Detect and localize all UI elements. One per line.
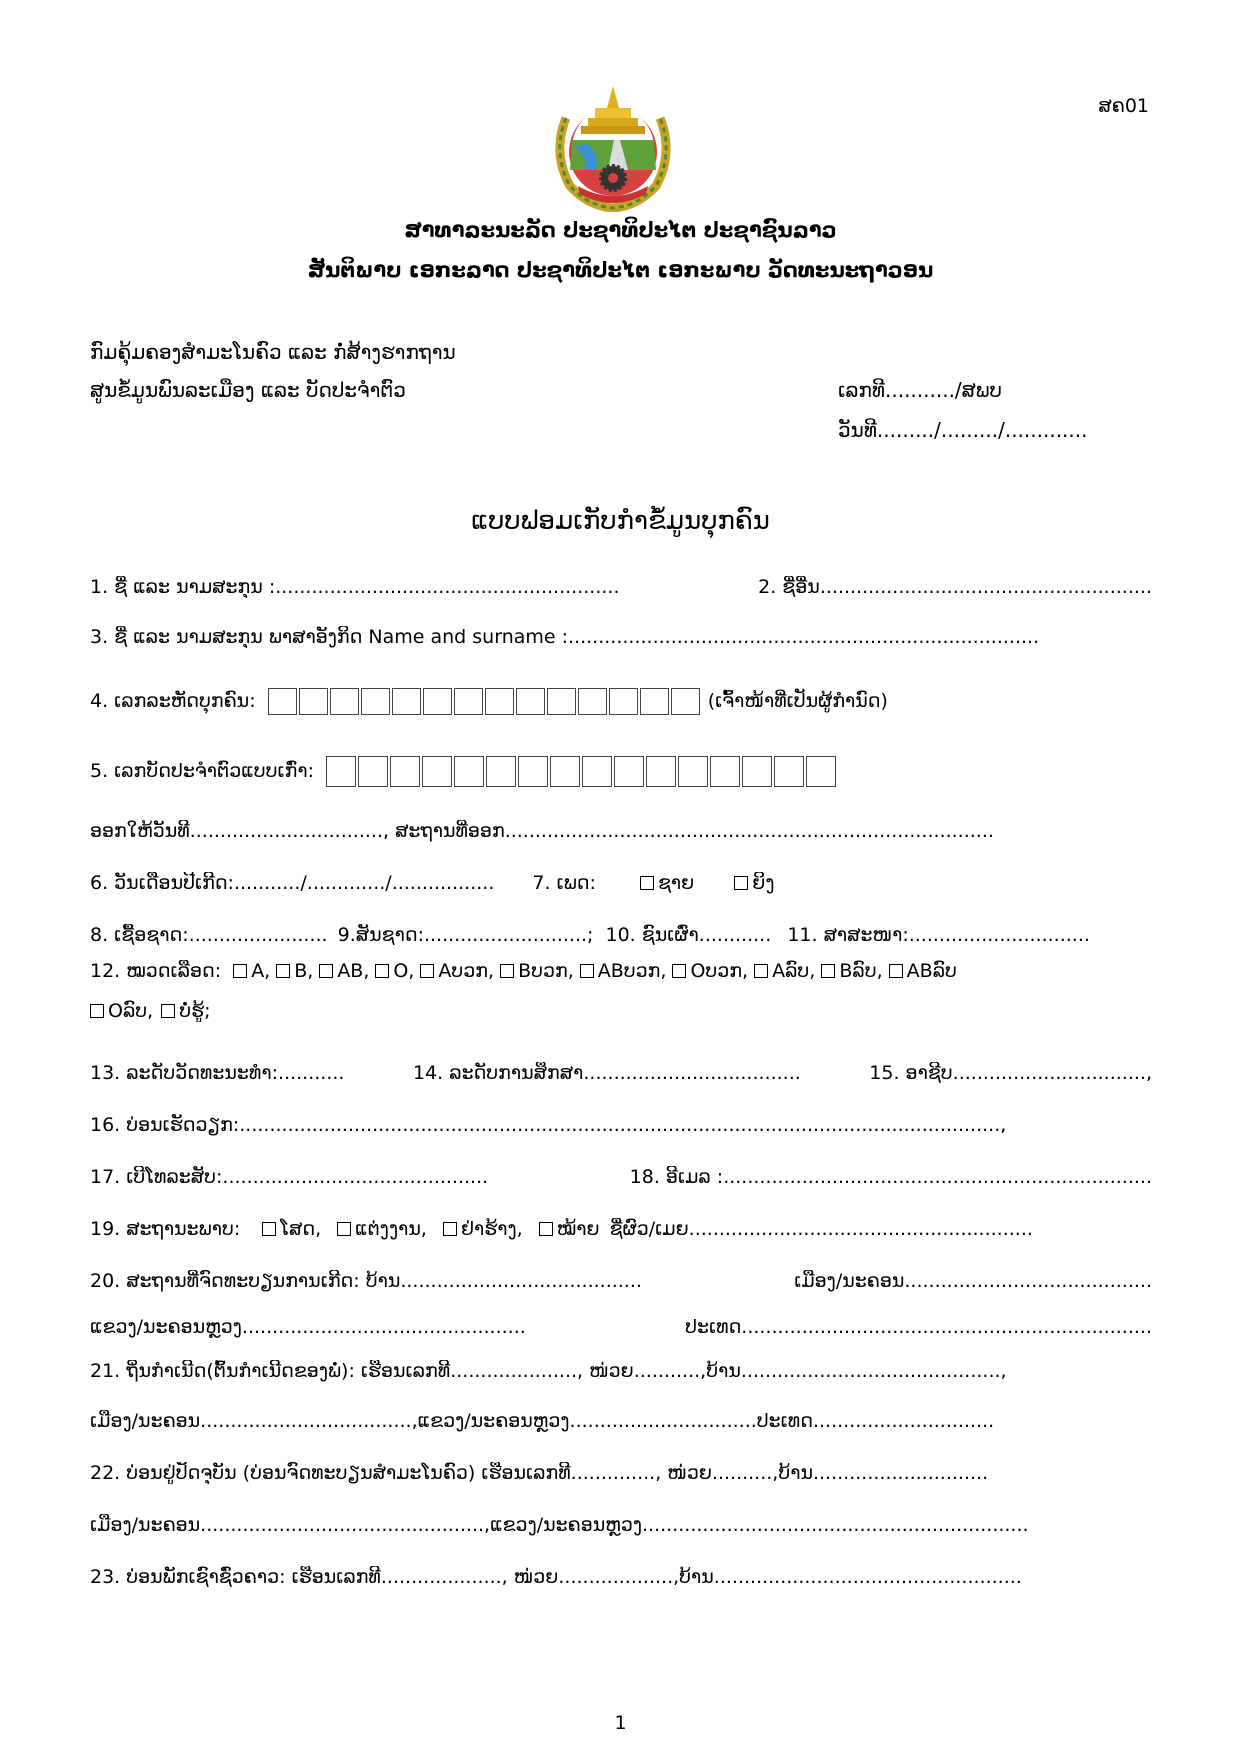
personal-id-digit-box[interactable]: [392, 688, 421, 715]
checkbox-blood-type[interactable]: [821, 964, 835, 978]
row-phone-email: [90, 1166, 1152, 1188]
field-birth-country[interactable]: ປະເທດ....................................................................: [685, 1316, 1152, 1338]
marital-status-label: 19. ສະຖານະພາບ:: [90, 1218, 241, 1240]
row-ethnicity-religion: [90, 924, 1152, 946]
row-marital-status: [90, 1218, 1152, 1240]
checkbox-marital-status[interactable]: [443, 1222, 457, 1236]
personal-id-digit-box[interactable]: [330, 688, 359, 715]
blood-type-option-label: Oລົບ,: [108, 1000, 154, 1022]
checkbox-blood-type[interactable]: [375, 964, 389, 978]
blood-type-option-label: Aບວກ,: [438, 960, 495, 982]
row-old-id-card: [90, 756, 1152, 787]
male-label: ຊາຍ: [657, 872, 695, 894]
checkbox-blood-type[interactable]: [672, 964, 686, 978]
field-birth-province[interactable]: ແຂວງ/ນະຄອນຫຼວງ...............................................: [90, 1316, 526, 1338]
sex-option-male[interactable]: [640, 872, 694, 894]
field-birthdate[interactable]: 6. ວັນເດືອນປີເກີດ:.........../............./.................: [90, 872, 495, 894]
blood-type-option[interactable]: [276, 960, 313, 982]
blood-type-option[interactable]: [420, 960, 494, 982]
old-id-label: 5. ເລກບັດປະຈຳຕົວແບບເກົ່າ:: [90, 760, 314, 782]
sex-option-female[interactable]: [734, 872, 774, 894]
field-phone[interactable]: 17. ເບີໂທລະສັບ:............................................: [90, 1166, 489, 1188]
checkbox-marital-status[interactable]: [337, 1222, 351, 1236]
marital-status-option-label: ໂສດ,: [280, 1218, 322, 1240]
old-id-digit-box[interactable]: [806, 756, 836, 787]
sex-label: 7. ເພດ:: [532, 872, 596, 894]
old-id-digit-box[interactable]: [486, 756, 516, 787]
blood-type-option-label: O,: [393, 960, 415, 982]
blood-type-options: [227, 960, 957, 982]
checkbox-female[interactable]: [734, 876, 748, 890]
field-issue-date-place[interactable]: ອອກໃຫ້ວັນທີ................................, ສະຖານທີ່ອອກ.................................................................................: [90, 820, 994, 842]
checkbox-blood-type[interactable]: [319, 964, 333, 978]
checkbox-blood-type[interactable]: [276, 964, 290, 978]
row-birth-registration: [90, 1270, 1152, 1292]
blood-type-option-label: ບໍ່ຮູ້;: [179, 1000, 211, 1022]
personal-id-digit-box[interactable]: [516, 688, 545, 715]
marital-status-option-label: ໝ້າຍ: [556, 1218, 600, 1240]
marital-status-option[interactable]: [337, 1218, 427, 1240]
form-title: ແບບຟອມເກັບກຳຂໍ້ມູນບຸກຄົນ: [471, 506, 770, 536]
blood-type-option[interactable]: [500, 960, 574, 982]
personal-id-digit-box[interactable]: [640, 688, 669, 715]
personal-id-digit-box[interactable]: [485, 688, 514, 715]
blood-type-label: 12. ໝວດເລືອດ:: [90, 960, 222, 982]
row-blood-type: [90, 960, 1152, 982]
field-ethnicity[interactable]: 8. ເຊື້ອຊາດ:.......................: [90, 924, 328, 946]
blood-type-option-label: Bບວກ,: [518, 960, 574, 982]
row-personal-id: [90, 688, 1152, 715]
department-name: ກົມຄຸ້ມຄອງສຳມະໂນຄົວ ແລະ ກໍ່ສ້າງຮາກຖານ: [90, 340, 456, 364]
personal-id-label: 4. ເລກລະຫັດບຸກຄົນ:: [90, 690, 256, 712]
field-english-name[interactable]: 3. ຊື່ ແລະ ນາມສະກຸນ ພາສາອັງກິດ Name and surname :..............................................................................: [90, 626, 1040, 648]
field-nationality[interactable]: 9.ສັນຊາດ:...........................;: [337, 924, 594, 946]
national-emblem-icon: [548, 78, 678, 212]
checkbox-blood-type[interactable]: [889, 964, 903, 978]
old-id-digit-box[interactable]: [582, 756, 612, 787]
blood-type-option[interactable]: [375, 960, 414, 982]
blood-type-option-label: A,: [251, 960, 271, 982]
field-birth-district[interactable]: ເມືອງ/ນະຄອນ.........................................: [794, 1270, 1152, 1292]
field-religion[interactable]: 11. ສາສະໜາ:..............................: [787, 924, 1090, 946]
checkbox-male[interactable]: [640, 876, 654, 890]
old-id-digit-box[interactable]: [358, 756, 388, 787]
field-birth-village[interactable]: 20. ສະຖານທີ່ຈົດທະບຽນການເກີດ: ບ້ານ........................................: [90, 1270, 642, 1292]
marital-status-option-label: ຢ່າຮ້າງ,: [460, 1218, 523, 1240]
blood-type-option-label: B,: [294, 960, 314, 982]
old-id-digit-box[interactable]: [390, 756, 420, 787]
country-name-heading: ສາທາລະນະລັດ ປະຊາທິປະໄຕ ປະຊາຊົນລາວ: [404, 218, 837, 242]
field-workplace[interactable]: 16. ບ່ອນເຮັດວຽກ:..............................................................................................................................,: [90, 1114, 1007, 1136]
blood-type-option-label: Bລົບ,: [839, 960, 883, 982]
personal-id-boxes: [268, 690, 702, 712]
field-email[interactable]: 18. ອີເມລ :.......................................................................: [629, 1166, 1152, 1188]
marital-status-option[interactable]: [443, 1218, 523, 1240]
checkbox-blood-type[interactable]: [90, 1004, 104, 1018]
blood-type-option-label: Aລົບ,: [772, 960, 816, 982]
old-id-digit-box[interactable]: [518, 756, 548, 787]
checkbox-blood-type[interactable]: [161, 1004, 175, 1018]
personal-id-digit-box[interactable]: [423, 688, 452, 715]
personal-id-digit-box[interactable]: [547, 688, 576, 715]
marital-options: [246, 1218, 603, 1240]
field-current-address[interactable]: 22. ບ່ອນຢູ່ປັດຈຸບັນ (ບ່ອນຈົດທະບຽນສຳມະໂນຄົວ) ເຮືອນເລກທີ.............., ໜ່ວຍ..........,ບ້ານ.............................: [90, 1462, 989, 1484]
page-number: 1: [614, 1712, 627, 1734]
old-id-digit-box[interactable]: [646, 756, 676, 787]
blood-type-option[interactable]: [754, 960, 815, 982]
blood-type-option[interactable]: [233, 960, 270, 982]
form-code: ສຄ01: [1098, 95, 1149, 117]
old-id-digit-box[interactable]: [742, 756, 772, 787]
field-education-level[interactable]: 14. ລະດັບການສຶກສາ....................................: [412, 1062, 801, 1084]
checkbox-blood-type[interactable]: [754, 964, 768, 978]
field-culture-level[interactable]: 13. ລະດັບວັດທະນະທຳ:...........: [90, 1062, 345, 1084]
old-id-digit-box[interactable]: [678, 756, 708, 787]
field-occupation[interactable]: 15. ອາຊີບ................................,: [869, 1062, 1152, 1084]
field-current-district[interactable]: ເມືອງ/ນະຄອນ...............................................,ແຂວງ/ນະຄອນຫຼວງ................................................................: [90, 1514, 1029, 1536]
personal-id-digit-box[interactable]: [454, 688, 483, 715]
field-temporary-address[interactable]: 23. ບ່ອນພັກເຊົາຊົ່ວຄາວ: ເຮືອນເລກທີ...................., ໜ່ວຍ...................,ບ້ານ...................................................: [90, 1566, 1022, 1588]
old-id-digit-box[interactable]: [614, 756, 644, 787]
field-tribe[interactable]: 10. ຊົນເຜົ່າ............: [605, 924, 772, 946]
center-name: ສູນຂໍ້ມູນພົນລະເມືອງ ແລະ ບັດປະຈຳຕົວ: [90, 378, 406, 402]
field-origin-district[interactable]: ເມືອງ/ນະຄອນ...................................,ແຂວງ/ນະຄອນຫຼວງ...............................ປະເທດ..............................: [90, 1410, 995, 1432]
field-origin-address[interactable]: 21. ຖິ່ນກຳເນີດ(ຕົ້ນກຳເນີດຂອງພໍ່): ເຮືອນເລກທີ....................., ໜ່ວຍ...........,ບ້ານ...........................................,: [90, 1360, 1007, 1382]
old-id-digit-box[interactable]: [550, 756, 580, 787]
blood-type-option[interactable]: [319, 960, 369, 982]
checkbox-blood-type[interactable]: [500, 964, 514, 978]
blood-type-option[interactable]: [889, 960, 957, 982]
checkbox-marital-status[interactable]: [262, 1222, 276, 1236]
blood-type-options-2: [90, 1000, 210, 1022]
personal-id-digit-box[interactable]: [299, 688, 328, 715]
row-culture-education-occupation: [90, 1062, 1152, 1084]
field-spouse-name[interactable]: ຊື່ຜົວ/ເມຍ.........................................................: [609, 1218, 1033, 1240]
checkbox-blood-type[interactable]: [580, 964, 594, 978]
marital-status-option-label: ແຕ່ງງານ,: [355, 1218, 427, 1240]
old-id-boxes: [326, 760, 838, 782]
old-id-digit-box[interactable]: [774, 756, 804, 787]
blood-type-option-label: ABບວກ,: [597, 960, 667, 982]
old-id-digit-box[interactable]: [454, 756, 484, 787]
blood-type-option[interactable]: [90, 1000, 153, 1022]
personal-id-note: (ເຈົ້າໜ້າທີ່ເປັນຜູ້ກຳນົດ): [707, 690, 888, 712]
row-blood-type-2: [90, 1000, 1152, 1022]
personal-id-digit-box[interactable]: [268, 688, 297, 715]
blood-type-option[interactable]: [161, 1000, 210, 1022]
marital-status-option[interactable]: [539, 1218, 600, 1240]
checkbox-blood-type[interactable]: [420, 964, 434, 978]
marital-status-option[interactable]: [262, 1218, 321, 1240]
blood-type-option[interactable]: [672, 960, 748, 982]
blood-type-option-label: ABລົບ: [906, 960, 957, 982]
checkbox-marital-status[interactable]: [539, 1222, 553, 1236]
reference-number: ເລກທີ.........../ສພບ: [838, 378, 1002, 402]
female-label: ຍິງ: [752, 872, 775, 894]
blood-type-option-label: AB,: [337, 960, 370, 982]
old-id-digit-box[interactable]: [710, 756, 740, 787]
field-full-name[interactable]: 1. ຊື່ ແລະ ນາມສະກຸນ :.........................................................: [90, 576, 620, 598]
row-birth-province: [90, 1316, 1152, 1338]
personal-id-digit-box[interactable]: [609, 688, 638, 715]
reference-date: ວັນທີ........./........./.............: [838, 418, 1088, 442]
row-name-othername: [90, 576, 1152, 598]
row-birthdate-sex: [90, 872, 1152, 894]
personal-id-digit-box[interactable]: [361, 688, 390, 715]
personal-id-digit-box[interactable]: [671, 688, 700, 715]
checkbox-blood-type[interactable]: [233, 964, 247, 978]
old-id-digit-box[interactable]: [326, 756, 356, 787]
personal-id-digit-box[interactable]: [578, 688, 607, 715]
field-other-name[interactable]: 2. ຊື່ອື່ນ.......................................................: [758, 576, 1152, 598]
blood-type-option[interactable]: [580, 960, 667, 982]
old-id-digit-box[interactable]: [422, 756, 452, 787]
blood-type-option[interactable]: [821, 960, 882, 982]
national-motto-heading: ສັນຕິພາບ ເອກະລາດ ປະຊາທິປະໄຕ ເອກະພາບ ວັດທະນະຖາວອນ: [307, 258, 934, 282]
blood-type-option-label: Oບວກ,: [690, 960, 749, 982]
